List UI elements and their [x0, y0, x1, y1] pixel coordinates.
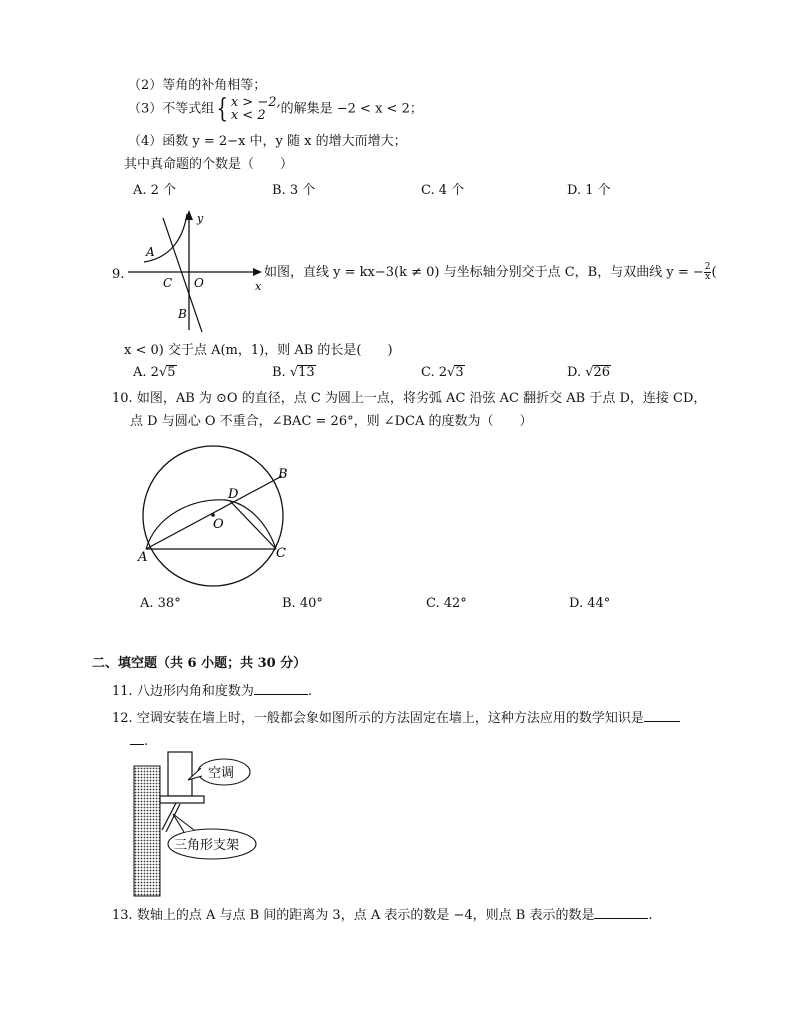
sqrt-icon: √ — [447, 365, 456, 380]
callout-bracket-pointer — [173, 814, 194, 832]
label-A: A — [146, 245, 155, 259]
q8-s3-prefix: （3）不等式组 — [128, 101, 215, 117]
label-A: A — [138, 550, 148, 565]
q11-text: 八边形内角和度数为 — [136, 684, 254, 699]
segment-CD — [230, 501, 276, 549]
q10-option-b[interactable]: B. 40° — [282, 596, 323, 611]
section-2-title: 二、填空题（共 6 小题；共 30 分） — [92, 656, 307, 671]
label-x: x — [255, 280, 262, 293]
system-brace: { — [216, 94, 229, 124]
q9-option-b-radicand: 13 — [298, 365, 315, 380]
q9-option-d[interactable] — [567, 365, 611, 380]
q10-line1 — [112, 390, 706, 408]
q12-answer-blank-1[interactable] — [644, 707, 680, 722]
q12-answer-blank-2[interactable] — [130, 730, 144, 745]
label-O: O — [213, 517, 224, 532]
sqrt-icon: √ — [289, 365, 299, 380]
label-B: B — [278, 467, 288, 482]
q11 — [112, 680, 312, 701]
inequality-top: x > −2, — [230, 95, 281, 110]
q9-option-c[interactable] — [421, 365, 465, 380]
q9-option-b[interactable] — [272, 365, 316, 380]
q8-question: 其中真命题的个数是（ ） — [124, 157, 294, 172]
folded-arc — [146, 500, 276, 549]
sqrt-icon: √ — [158, 365, 168, 380]
label-B: B — [178, 307, 187, 321]
q13-text: 数轴上的点 A 与点 B 间的距离为 3，点 A 表示的数是 −4，则点 B 表示的数是 — [136, 908, 595, 923]
frac-numerator: 2 — [704, 262, 711, 272]
label-O: O — [194, 276, 204, 290]
q8-option-a[interactable]: A. 2 个 — [133, 183, 177, 198]
q12-end: . — [144, 734, 149, 749]
q8-statement-2: （2）等角的补角相等； — [128, 78, 267, 93]
q9-text-a: 如图，直线 y = kx−3(k ≠ 0) 与坐标轴分别交于点 C，B，与双曲线 y = − — [264, 265, 704, 280]
q9-option-d-label: D. — [567, 365, 586, 380]
label-C: C — [276, 546, 286, 561]
q12-number: 12. — [112, 711, 133, 726]
q9-figure-hyperbola — [124, 206, 274, 336]
q9-option-a-radicand: 5 — [167, 365, 176, 380]
q8-statement-3 — [128, 96, 423, 122]
inequality-system — [231, 96, 281, 122]
q8-statement-4: （4）函数 y = 2−x 中，y 随 x 的增大而增大； — [128, 134, 407, 149]
q12-text: 空调安装在墙上时，一般都会象如图所示的方法固定在墙上，这种方法应用的数学知识是 — [136, 711, 644, 726]
q8-option-b[interactable]: B. 3 个 — [272, 183, 316, 198]
sqrt-icon: √ — [585, 365, 594, 380]
label-C: C — [163, 276, 173, 290]
q10-line2: 点 D 与圆心 O 不重合，∠BAC = 26°，则 ∠DCA 的度数为（ ） — [130, 414, 533, 429]
q9-number: 9. — [112, 267, 125, 282]
label-D: D — [228, 487, 239, 502]
q9-option-a-label: A. 2 — [133, 365, 159, 380]
q9-text-line1 — [264, 262, 717, 284]
q9-text-b: ( — [711, 265, 717, 280]
shelf — [160, 796, 204, 803]
q12-line2 — [130, 730, 148, 751]
q12-line1 — [112, 707, 680, 728]
q9-option-c-label: C. 2 — [421, 365, 448, 380]
q11-answer-blank[interactable] — [254, 680, 308, 695]
q9-option-b-label: B. — [272, 365, 290, 380]
q10-option-a[interactable]: A. 38° — [140, 596, 181, 611]
diameter-AB — [146, 476, 282, 549]
inequality-bottom: x < 2 — [230, 108, 266, 123]
label-y: y — [197, 212, 204, 225]
q10-text-1: 如图，AB 为 ⊙O 的直径，点 C 为圆上一点，将劣弧 AC 沿弦 AC 翻折交 AB 于点 D，连接 CD， — [136, 391, 707, 406]
q9-text-line2: x < 0) 交于点 A(m，1)，则 AB 的长是( ) — [124, 343, 393, 358]
q8-option-c[interactable]: C. 4 个 — [421, 183, 465, 198]
q13 — [112, 904, 653, 925]
x-axis-arrow-icon — [253, 268, 262, 276]
q9-option-c-radicand: 3 — [455, 365, 464, 380]
q9-option-a[interactable] — [133, 365, 177, 380]
wall — [134, 766, 160, 896]
q10-number: 10. — [112, 391, 133, 406]
q10-option-d[interactable]: D. 44° — [569, 596, 611, 611]
air-conditioner-unit — [168, 752, 192, 796]
q10-figure-circle — [136, 446, 316, 596]
q13-end: . — [648, 908, 653, 923]
q11-number: 11. — [112, 684, 133, 699]
q10-option-c[interactable]: C. 42° — [426, 596, 467, 611]
callout-ac-text: 空调 — [208, 766, 235, 781]
callout-bracket-text: 三角形支架 — [174, 838, 240, 853]
frac-denominator: x — [705, 272, 711, 282]
q12-figure-ac-bracket — [128, 752, 278, 897]
q9-option-d-radicand: 26 — [593, 365, 611, 380]
q8-option-d[interactable]: D. 1 个 — [567, 183, 611, 198]
q11-end: . — [307, 684, 312, 699]
q13-number: 13. — [112, 908, 133, 923]
q8-s3-suffix: 的解集是 −2 < x < 2； — [280, 101, 423, 117]
q13-answer-blank[interactable] — [594, 904, 648, 919]
